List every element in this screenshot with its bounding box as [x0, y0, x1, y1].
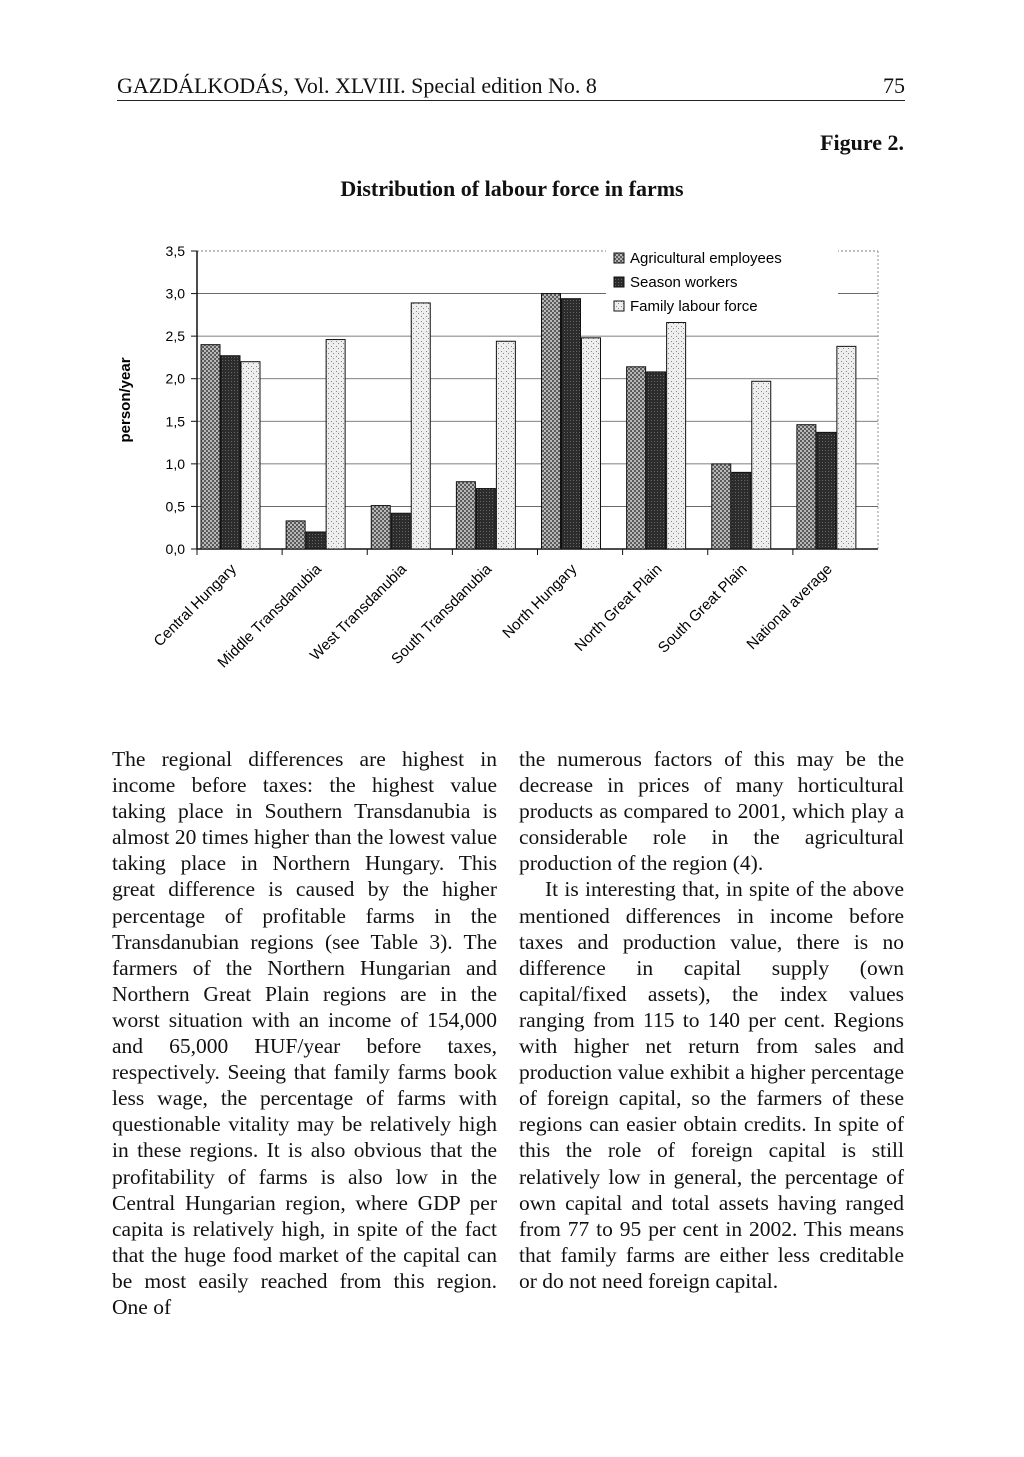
bar-3: [326, 340, 345, 549]
bar-2: [476, 489, 495, 549]
bar-1: [712, 464, 731, 549]
legend-swatch: [614, 277, 624, 287]
legend-label: Season workers: [630, 274, 738, 291]
y-tick-label: 1,5: [165, 413, 185, 430]
page-number: 75: [883, 73, 905, 98]
x-tick-label: North Hungary: [499, 560, 581, 642]
bar-1: [456, 482, 475, 549]
bar-3: [411, 303, 430, 549]
bar-3: [667, 323, 686, 549]
legend-swatch: [614, 253, 624, 263]
bar-1: [542, 294, 561, 549]
figure-label: Figure 2.: [820, 130, 904, 155]
journal-title: GAZDÁLKODÁS, Vol. XLVIII. Special edition No. 8: [117, 73, 597, 98]
x-axis-labels: [151, 560, 836, 671]
bars: [197, 294, 856, 555]
y-tick-label: 3,5: [165, 243, 185, 259]
text-column-right: [519, 746, 904, 1294]
bar-1: [201, 345, 220, 549]
bar-1: [797, 425, 816, 549]
text-column-left: [112, 746, 497, 1320]
bar-2: [732, 472, 751, 549]
legend: [606, 246, 838, 321]
bar-3: [837, 346, 856, 549]
y-tick-label: 2,5: [165, 328, 185, 345]
bar-chart: [0, 0, 1024, 720]
bar-1: [286, 521, 305, 549]
paragraph: the numerous factors of this may be the decrease in prices of many horticultural products as compared to 2001, which play a considerable role in the agricultural production of the region (4).: [519, 747, 904, 876]
y-tick-label: 2,0: [165, 370, 185, 387]
legend-label: Agricultural employees: [630, 250, 782, 267]
bar-2: [647, 372, 666, 549]
figure-title: Distribution of labour force in farms: [340, 176, 684, 201]
paragraph: The regional differences are highest in income before taxes: the highest value taking place in Southern Transdanubia is almost 20 times higher than the lowest value taking place in Northern Hungary. This great difference is caused by the higher percentage of profitable farms in the Transdanubian regions (see Table 3). The farmers of the Northern Hungarian and Northern Great Plain regions are in the worst situation with an income of 154,000 and 65,000 HUF/year before taxes, respectively. Seeing that family farms book less wage, the percentage of farms with questionable vitality may be relatively high in these regions. It is also obvious that the profitability of farms is also low in the Central Hungarian region, where GDP per capita is relatively high, in spite of the fact that the huge food market of the capital can be most easily reached from this region. One of: [112, 747, 497, 1319]
bar-1: [627, 367, 646, 549]
y-tick-label: 0,5: [165, 498, 185, 515]
x-tick-label: South Transdanubia: [388, 560, 496, 668]
y-tick-label: 1,0: [165, 455, 185, 472]
x-tick-label: Middle Transdanubia: [214, 560, 325, 672]
bar-3: [752, 381, 771, 549]
y-tick-label: 3,0: [165, 285, 185, 302]
bar-2: [391, 513, 410, 549]
bar-2: [306, 532, 325, 549]
y-tick-label: 0,0: [165, 541, 185, 557]
bar-3: [582, 338, 601, 549]
x-tick-label: West Transdanubia: [306, 560, 411, 665]
x-tick-label: Central Hungary: [150, 560, 240, 651]
x-tick-label: South Great Plain: [654, 560, 751, 657]
bar-1: [371, 506, 390, 549]
bar-2: [562, 299, 581, 549]
x-tick-label: National average: [743, 560, 836, 654]
paragraph: It is interesting that, in spite of the above mentioned differences in income before taxes and production value, there is no difference in capital supply (own capital/fixed assets), the index values ranging from 115 to 140 per cent. Regions with higher net return from sales and production value exhibit a higher percentage of foreign capital, so the farmers of these regions can easier obtain credits. In spite of this the role of foreign capital is still relatively low in general, the percentage of own capital and total assets having ranged from 77 to 95 per cent in 2002. This means that family farms are either less creditable or do not need foreign capital.: [519, 877, 904, 1293]
legend-label: Family labour force: [630, 298, 758, 315]
bar-2: [221, 356, 240, 549]
y-axis-label: person/year: [117, 357, 134, 443]
bar-3: [241, 362, 260, 549]
bar-3: [496, 341, 515, 549]
x-tick-label: North Great Plain: [571, 560, 666, 655]
legend-swatch: [614, 301, 624, 311]
bar-2: [817, 432, 836, 549]
